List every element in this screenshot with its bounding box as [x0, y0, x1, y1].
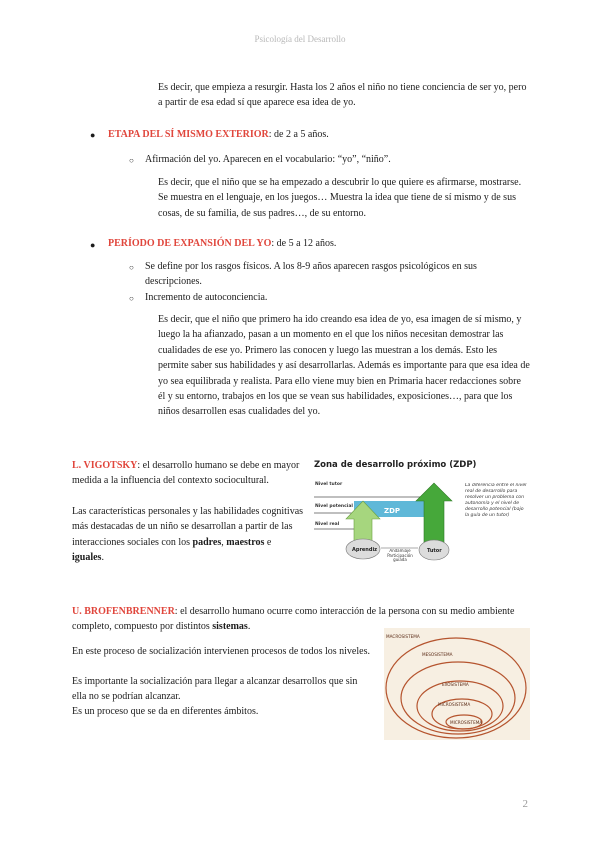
zdp-label: ZDP	[384, 507, 401, 515]
section2-range: : de 5 a 12 años.	[271, 238, 337, 249]
vigotsky-text2: Las características personales y las habilidades cognitivas más destacadas de un niño se desarrollan a partir de las interacciones sociales con los	[72, 506, 304, 548]
vigotsky-name: L. VIGOTSKY	[72, 460, 138, 471]
circle-bullet-icon: ○	[129, 263, 134, 272]
page-header: Psicología del Desarrollo	[254, 34, 346, 44]
ecological-systems-diagram	[384, 628, 530, 740]
micro-outer-label: MICROSISTEMA	[438, 702, 471, 707]
bronfenbrenner-p1: En este proceso de socialización intervienen procesos de todos los niveles.	[72, 646, 370, 657]
section2-title: PERÍODO DE EXPANSIÓN DEL YO	[108, 238, 272, 249]
section1-heading	[108, 127, 528, 142]
scaffold-label-box	[380, 549, 420, 567]
micro-label: MICROSISTEMA	[450, 720, 483, 725]
conjunction: e	[264, 536, 272, 548]
page-number: 2	[522, 798, 528, 810]
vigotsky-bold-iguales: iguales	[72, 552, 102, 564]
bronfenbrenner-bold: sistemas	[212, 621, 248, 633]
section2-sub2: Incremento de autoconciencia.	[145, 292, 268, 303]
vigotsky-text1: : el desarrollo humano se debe en mayor medida a la influencia del contexto sociocultural.	[72, 460, 300, 487]
zdp-tutor: Tutor	[427, 548, 442, 554]
zdp-scaffold: Andamiaje Participación guiada	[387, 549, 413, 563]
section2-detail: Es decir, que el niño que primero ha ido creando esa idea de yo, esa imagen de sí mismo, y luego la ha afianzado, pasan a un momento en el que los niños necesitan demostrar las cualidades de ese yo. Primero las conocen y luego las muestran a los demás. Esto les permite saber sus habilidades y así desarrollarlas. Además es importante para que esa idea de yo sea equilibrada y realista. Para ello viene muy bien en Primaria hacer redacciones sobre él y su entorno, trabajos en los que se vean sus habilidades, exposiciones…, para que los niños desarrollen esas cualidades del yo.	[158, 314, 530, 418]
section1-title: ETAPA DEL SÍ MISMO EXTERIOR	[108, 129, 269, 140]
zdp-learner: Aprendiz	[352, 547, 378, 553]
vigotsky-bold-maestros: maestros	[226, 536, 265, 548]
bullet-icon: ●	[90, 130, 96, 140]
bronfenbrenner-p3: Es un proceso que se da en diferentes ámbitos.	[72, 706, 259, 717]
bullet-icon: ●	[90, 240, 96, 250]
section2-heading	[108, 236, 528, 251]
zdp-note: La diferencia entre el nivel real de desarrollo para resolver un problema con autonomía y el nivel de desarrollo potencial (bajo la guía de un tutor)	[465, 483, 527, 518]
section2-sub1: Se define por los rasgos físicos. A los 8-9 años aparecen rasgos psicológicos en sus descripciones.	[145, 261, 477, 288]
vigotsky-detail	[72, 504, 304, 566]
comma: ,	[221, 536, 227, 548]
bronfenbrenner-text1: : el desarrollo humano ocurre como interacción de la persona con su medio ambiente completo, compuesto por distintos	[72, 606, 515, 633]
period: .	[101, 552, 104, 564]
period: .	[247, 621, 251, 633]
vigotsky-intro	[72, 458, 304, 489]
zdp-level-tutor: Nivel tutor	[315, 482, 343, 487]
zdp-diagram	[312, 455, 532, 567]
exo-label: EXOSISTEMA	[442, 682, 469, 687]
bronfenbrenner-p2: Es importante la socialización para llegar a alcanzar desarrollos que sin ella no se podrían alcanzar.	[72, 676, 358, 703]
circle-bullet-icon: ○	[129, 156, 134, 165]
section1-sub1: Afirmación del yo. Aparecen en el vocabulario: “yo”, “niño”.	[145, 154, 391, 165]
zdp-title: Zona de desarrollo próximo (ZDP)	[314, 460, 477, 470]
circle-bullet-icon: ○	[129, 294, 134, 303]
section1-range: : de 2 a 5 años.	[268, 129, 329, 140]
intro-paragraph: Es decir, que empieza a resurgir. Hasta los 2 años el niño no tiene conciencia de ser yo, pero a partir de esa edad sí que aparece esa idea de yo.	[158, 82, 527, 109]
zdp-note-box	[465, 483, 529, 563]
meso-label: MESOSISTEMA	[422, 652, 453, 657]
zdp-level-real: Nivel real	[315, 522, 340, 527]
zdp-level-potential: Nivel potencial	[315, 504, 353, 509]
bronfenbrenner-name: U. BROFENBRENNER	[72, 606, 175, 617]
vigotsky-bold-padres: padres	[192, 536, 222, 548]
macro-label: MACROSISTEMA	[386, 634, 420, 639]
section1-detail: Es decir, que el niño que se ha empezado a descubrir lo que quiere es afirmarse, mostrarse. Se muestra en el lenguaje, en los juegos… Muestra la idea que tiene de sí mismo y de sus cosas, de su familia, de sus padres…, de su entorno.	[158, 177, 522, 219]
